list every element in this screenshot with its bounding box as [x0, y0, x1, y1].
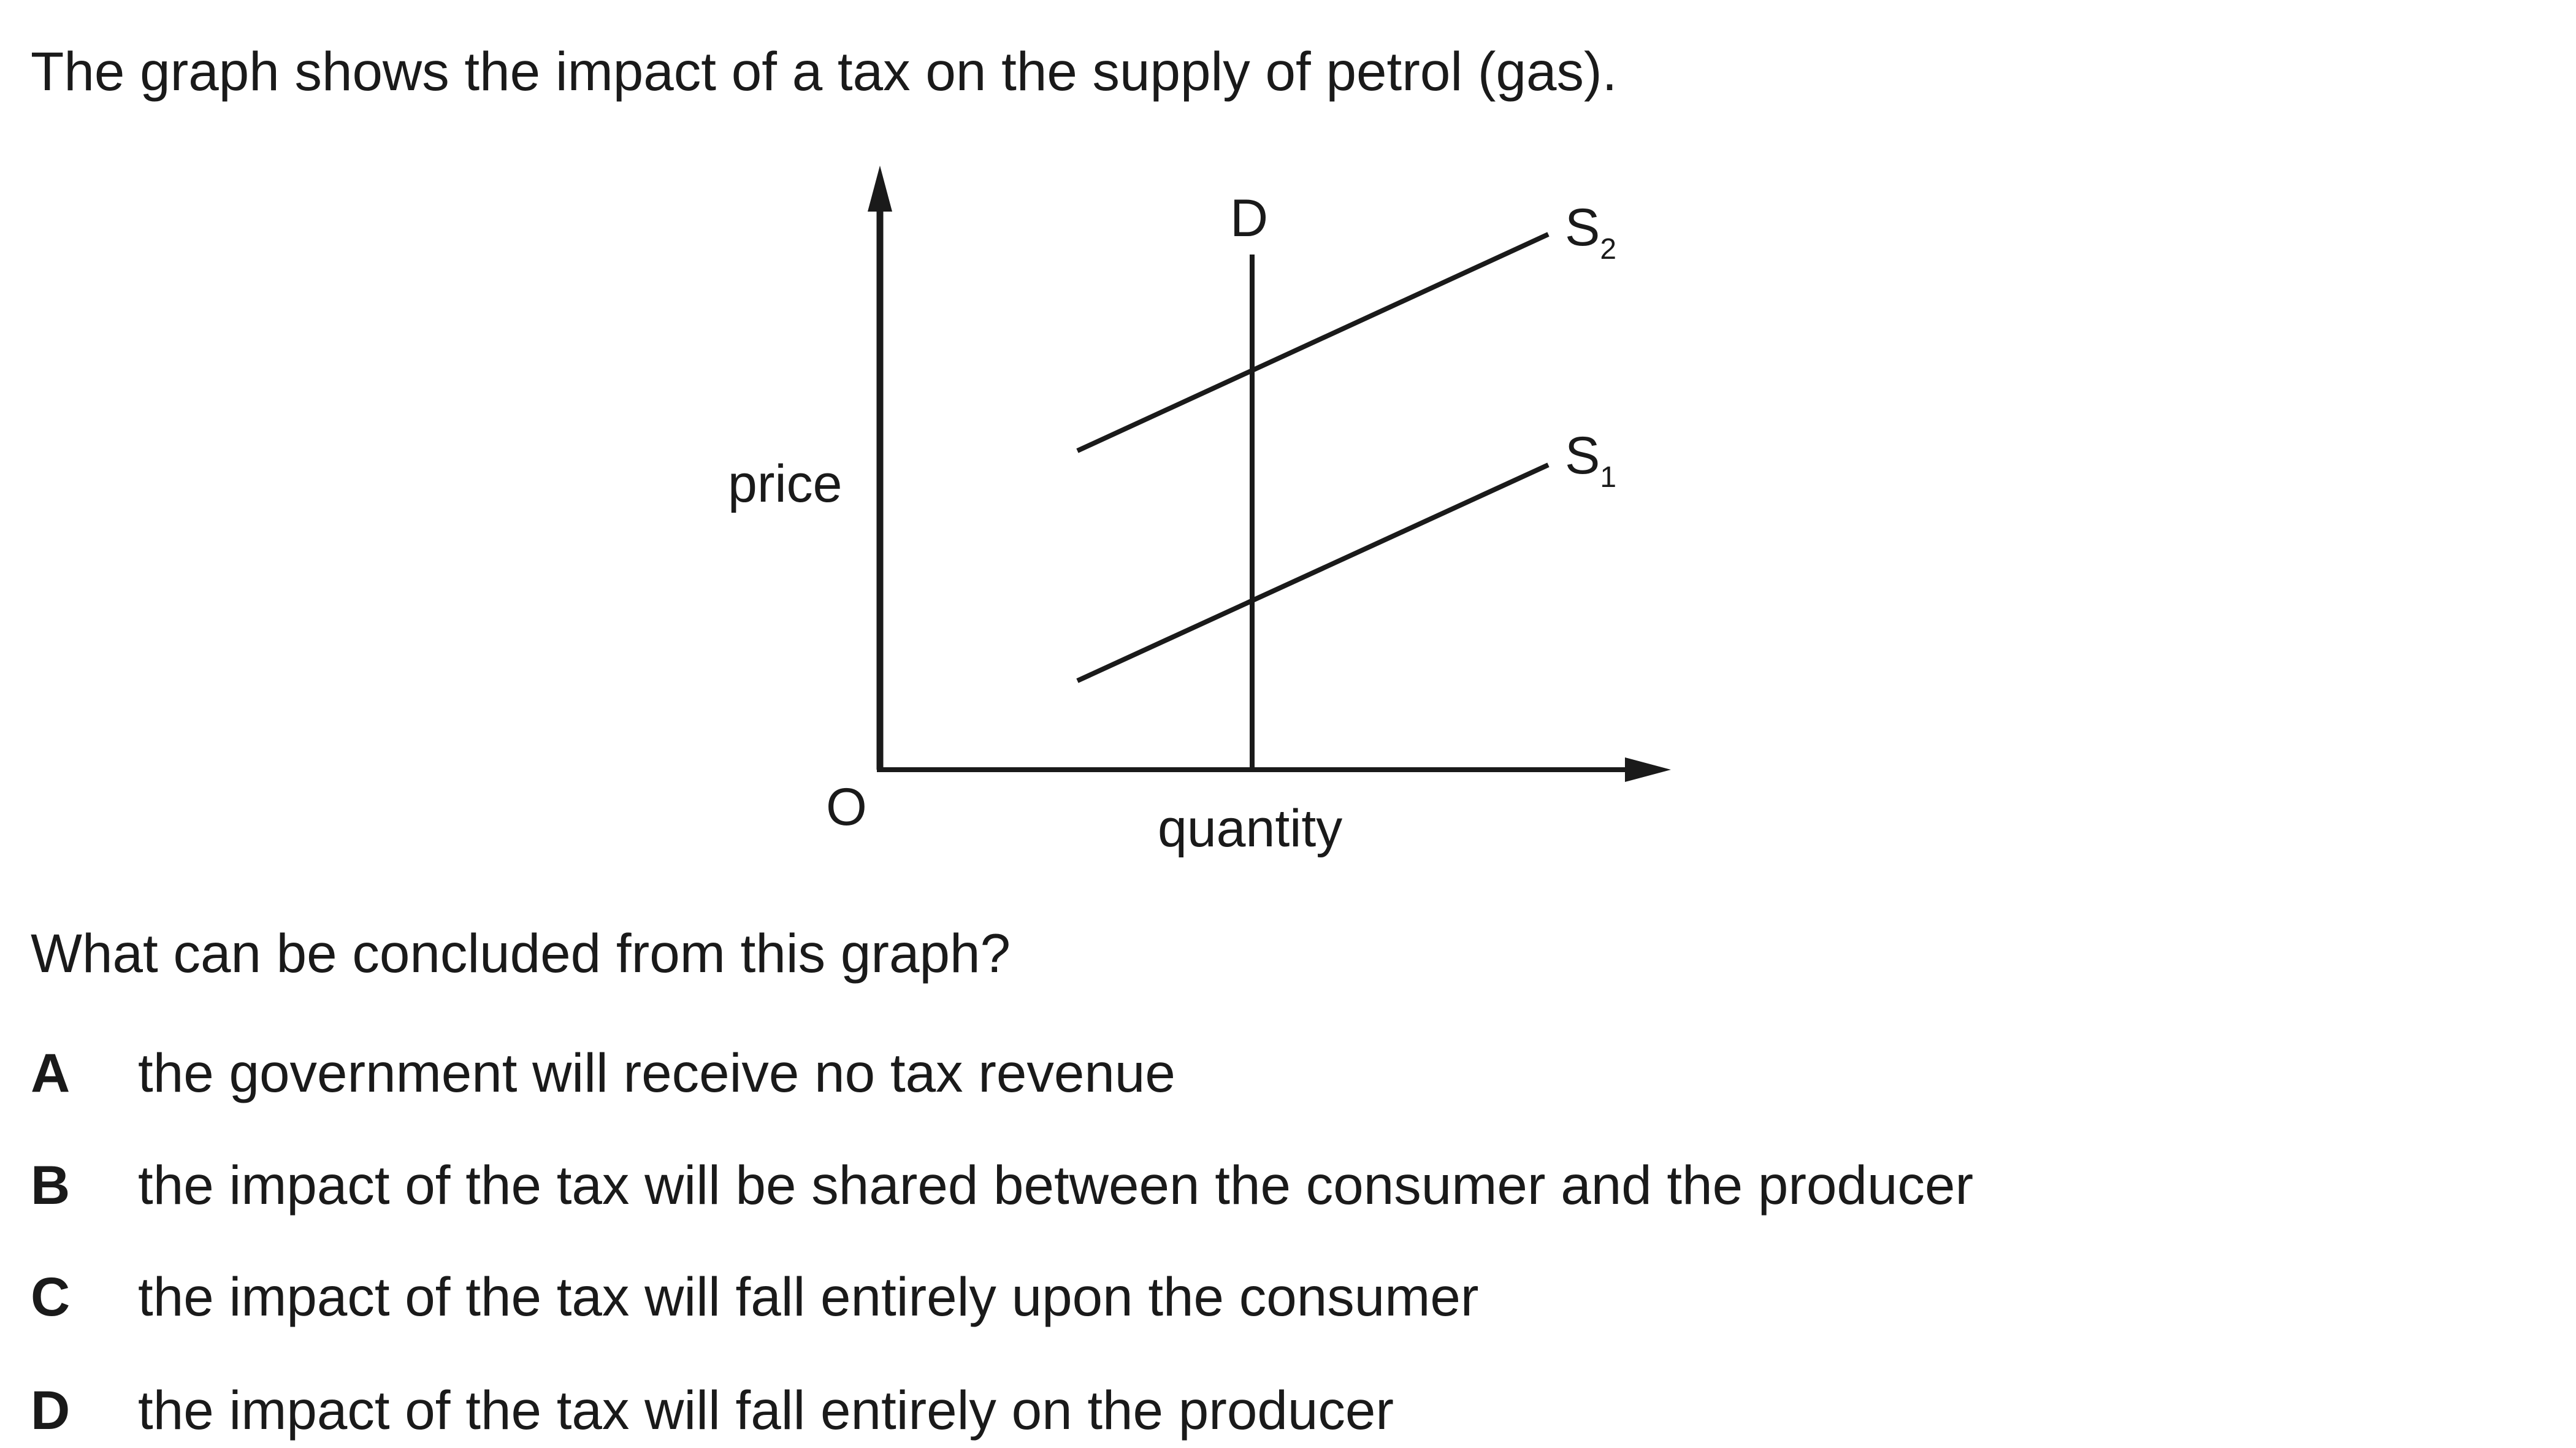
y-axis-label: price [728, 454, 843, 513]
supply-s2-letter: S [1565, 198, 1600, 257]
supply-s2-subscript: 2 [1600, 233, 1617, 266]
demand-label: D [1230, 189, 1269, 248]
y-axis-arrowhead [868, 166, 892, 212]
option-text: the impact of the tax will be shared between the consumer and the producer [138, 1154, 1974, 1216]
option-letter: C [31, 1266, 71, 1327]
option-text: the impact of the tax will fall entirely upon the consumer [138, 1266, 1479, 1327]
supply-s1-subscript: 1 [1600, 461, 1617, 494]
option-letter: D [31, 1379, 71, 1441]
supply-curve-s1 [1077, 465, 1548, 681]
option-text: the impact of the tax will fall entirely on the producer [138, 1379, 1394, 1441]
origin-label: O [826, 778, 867, 837]
option-letter: B [31, 1154, 71, 1216]
supply-curve-s2 [1077, 234, 1548, 451]
supply-s2-label [1565, 198, 1616, 266]
option-text: the government will receive no tax revenue [138, 1042, 1175, 1103]
x-axis-label: quantity [1158, 799, 1343, 858]
question-intro: The graph shows the impact of a tax on the supply of petrol (gas). [31, 40, 1618, 102]
option-letter: A [31, 1042, 71, 1103]
supply-s1-letter: S [1565, 426, 1600, 485]
x-axis-arrowhead [1625, 757, 1671, 782]
question-text: What can be concluded from this graph? [31, 922, 1011, 984]
supply-s1-label [1565, 426, 1616, 494]
